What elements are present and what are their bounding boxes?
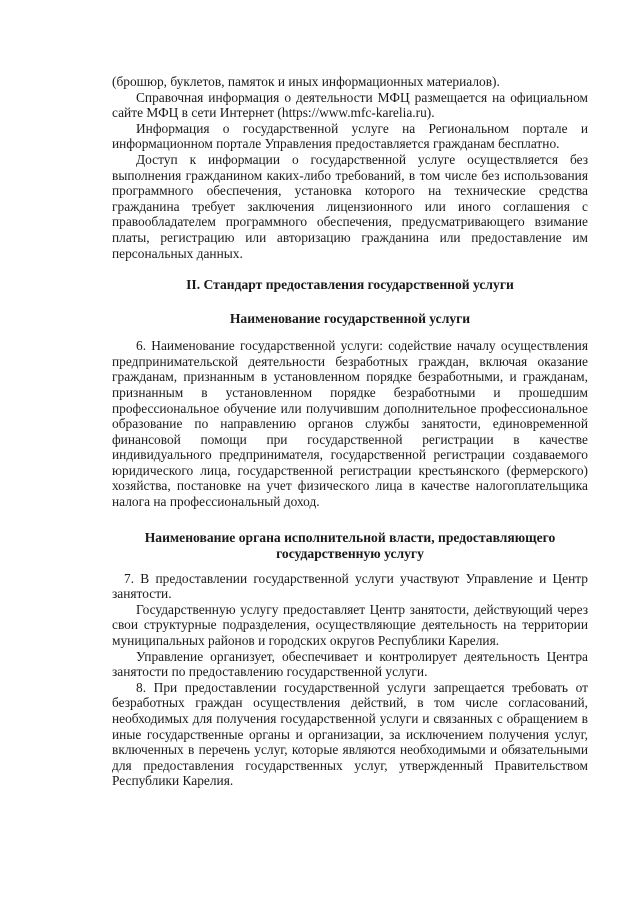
paragraph-mfc-info: Справочная информация о деятельности МФЦ размещается на официальном сайте МФЦ в сети Интернет (https://www.mfc-karelia.ru).	[112, 89, 588, 121]
organ-heading-line2: государственную услугу	[276, 545, 424, 561]
section-title: II. Стандарт предоставления государственной услуги	[186, 277, 514, 293]
paragraph-7-control: Управление организует, обеспечивает и контролирует деятельность Центра занятости по предоставлению государственной услуги.	[112, 648, 588, 680]
organ-heading	[112, 530, 588, 562]
paragraph-free-info: Информация о государственной услуге на Региональном портале и информационном портале Управления предоставляется гражданам бесплатно.	[112, 120, 588, 152]
paragraph-7-provider: Государственную услугу предоставляет Центр занятости, действующий через свои структурные подразделения, осуществляющие деятельность на территории муниципальных районов и городских округов Республики Карелия.	[112, 601, 588, 649]
paragraph-7: 7. В предоставлении государственной услуги участвуют Управление и Центр занятости.	[112, 570, 588, 602]
organ-heading-line1: Наименование органа исполнительной власти, предоставляющего	[144, 529, 556, 545]
paragraph-8: 8. При предоставлении государственной услуги запрещается требовать от безработных граждан осуществления действий, в том числе согласований, необходимых для получения государственной услуги и связанных с обращением в иные государственные органы и организации, за исключением получения услуг, включенных в перечень услуг, которые являются необходимыми и обязательными для предоставления государственных услуг, утвержденный Правительством Республики Карелия.	[112, 679, 588, 789]
paragraph-6: 6. Наименование государственной услуги: содействие началу осуществления предпринимательской деятельности безработных граждан, включая оказание гражданам, признанным в установленном порядке безработными, и гражданам, признанным в установленном порядке безработными и прошедшим профессиональное обучение или получившим дополнительное профессиональное образование по направлению органов службы занятости, единовременной финансовой помощи при государственной регистрации в качестве индивидуального предпринимателя, государственной регистрации создаваемого юридического лица, государственной регистрации крестьянского (фермерского) хозяйства, постановке на учет физического лица в качестве налогоплательщика налога на профессиональный доход.	[112, 338, 588, 510]
paragraph-access-info: Доступ к информации о государственной услуге осуществляется без выполнения гражданином каких-либо требований, в том числе без использования программного обеспечения, установка которого на технические средства гражданина требует заключения лицензионного или иного соглашения с правообладателем программного обеспечения, предусматривающего взимание платы, регистрацию или авторизацию гражданина или предоставление им персональных данных.	[112, 151, 588, 261]
paragraph-intro-continuation: (брошюр, буклетов, памяток и иных информационных материалов).	[112, 74, 500, 89]
service-name-heading: Наименование государственной услуги	[229, 311, 471, 327]
